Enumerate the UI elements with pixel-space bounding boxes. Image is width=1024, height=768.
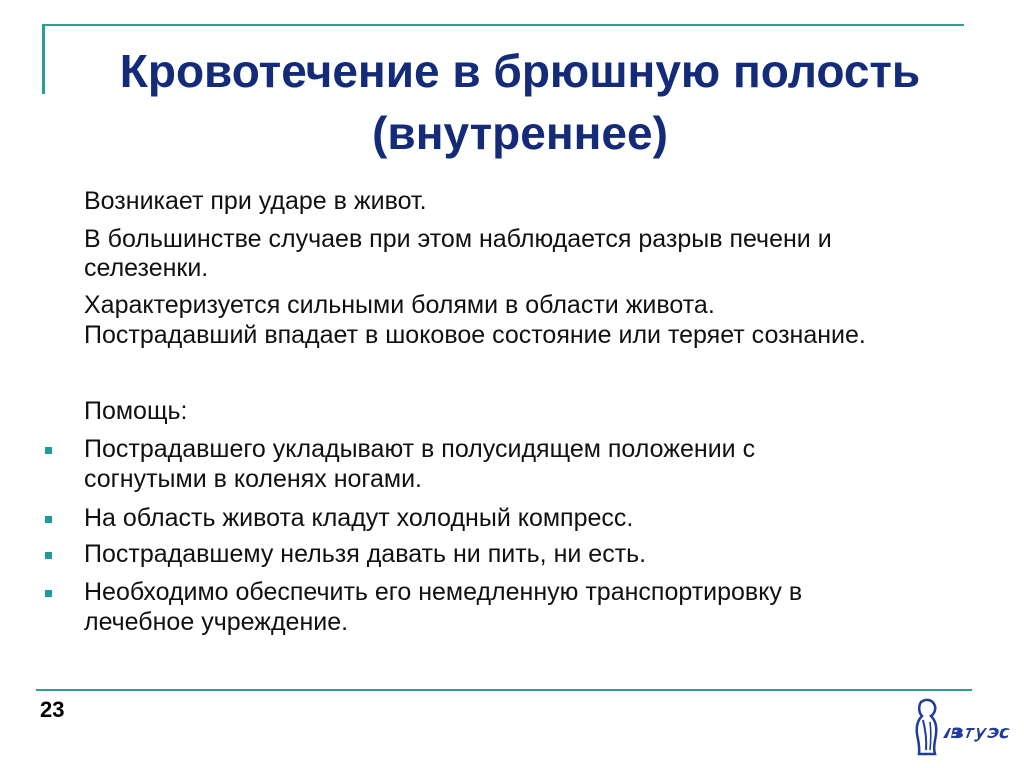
paragraph-1: Возникает при ударе в живот. [84, 187, 427, 215]
slide-title [60, 40, 980, 164]
title-line-2: (внутреннее) [372, 107, 668, 159]
title-line-1: Кровотечение в брюшную полость [119, 45, 921, 97]
bullet-square-icon [45, 590, 52, 597]
paragraph-3-line-1: Характеризуется сильными болями в области живота. [84, 291, 715, 319]
bullet-1-line-1: Пострадавшего укладывают в полусидящем положении с [84, 435, 756, 463]
bullet-square-icon [45, 552, 52, 559]
help-label: Помощь: [84, 397, 188, 425]
paragraph-2-line-1: В большинстве случаев при этом наблюдается разрыв печени и [84, 225, 832, 253]
bullet-2: На область живота кладут холодный компресс. [84, 504, 634, 532]
page-number: 23 [40, 697, 65, 722]
frame-vertical-line [42, 24, 45, 94]
bullet-square-icon [45, 516, 52, 523]
paragraph-2-line-2: селезенки. [84, 254, 209, 282]
bullet-4-line-2: лечебное учреждение. [84, 608, 349, 636]
paragraph-3-line-2: Пострадавший впадает в шоковое состояние или теряет сознание. [84, 321, 866, 349]
bullet-4-line-1: Необходимо обеспечить его немедленную транспортировку в [84, 578, 803, 606]
bullet-1-line-2: согнутыми в коленях ногами. [84, 465, 422, 493]
bullet-3: Пострадавшему нельзя давать ни пить, ни есть. [84, 540, 647, 568]
bullet-square-icon [45, 447, 52, 454]
vguies-logo-icon [905, 694, 1013, 760]
frame-top-line [42, 24, 964, 26]
footer-rule [36, 689, 972, 691]
